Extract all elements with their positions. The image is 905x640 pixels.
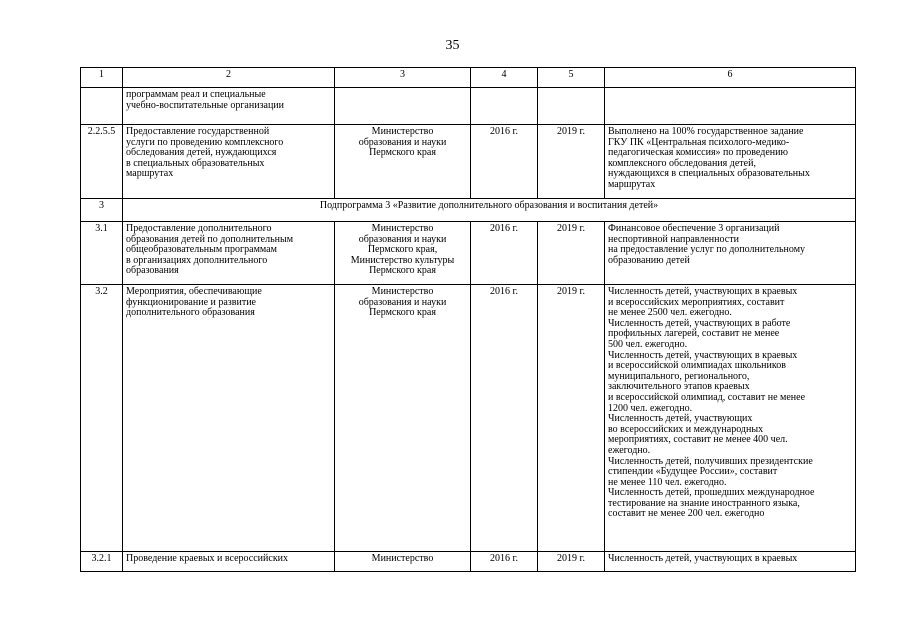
cell-num: 3.1 — [81, 222, 123, 285]
cell-num: 3.2.1 — [81, 552, 123, 572]
header-cell-6: 6 — [605, 68, 856, 88]
header-cell-4: 4 — [471, 68, 538, 88]
cell-result: Финансовое обеспечение 3 организаций неспортивной направленности на предоставление услуг по дополнительному образованию детей — [605, 222, 856, 285]
program-activities-table — [80, 67, 856, 572]
cell-start: 2016 г. — [471, 125, 538, 199]
cell-start: 2016 г. — [471, 285, 538, 552]
cell-name: Предоставление дополнительного образования детей по дополнительным общеобразовательным программам в организациях дополнительного образования — [123, 222, 335, 285]
cell-start — [471, 88, 538, 125]
cell-result: Численность детей, участвующих в краевых и всероссийских мероприятиях, составит не менее 2500 чел. ежегодно. Численность детей, участвующих в работе профильных лагерей, составит не менее 500 чел. ежегодно. Численность детей, участвующих в краевых и всероссийской олимпиадах школьников муниципального, регионального, заключительного этапов краевых и всероссийской олимпиад, составит не менее 1200 чел. ежегодно. Численность детей, участвующих во всероссийских и международных мероприятиях, составит не менее 400 чел. ежегодно. Численность детей, получивших президентские стипендии «Будущее России», составит не менее 110 чел. ежегодно. Численность детей, прошедших международное тестирование на знание иностранного языка, составит не менее 200 чел. ежегодно — [605, 285, 856, 552]
cell-num: 2.2.5.5 — [81, 125, 123, 199]
cell-num: 3.2 — [81, 285, 123, 552]
cell-executor — [335, 88, 471, 125]
header-cell-2: 2 — [123, 68, 335, 88]
cell-name: программам реал и специальные учебно-воспитательные организации — [123, 88, 335, 125]
header-cell-5: 5 — [538, 68, 605, 88]
cell-result — [605, 88, 856, 125]
cell-name: Проведение краевых и всероссийских — [123, 552, 335, 572]
cell-executor: Министерство образования и науки Пермского края — [335, 125, 471, 199]
cell-result: Выполнено на 100% государственное задание ГКУ ПК «Центральная психолого-медико- педагогическая комиссия» по проведению комплексного обследования детей, нуждающихся в специальных образовательных маршрутах — [605, 125, 856, 199]
page-number: 35 — [445, 38, 460, 53]
cell-num: 3 — [81, 199, 123, 222]
cell-end: 2019 г. — [538, 285, 605, 552]
cell-start: 2016 г. — [471, 222, 538, 285]
cell-executor: Министерство образования и науки Пермского края, Министерство культуры Пермского края — [335, 222, 471, 285]
table-row-subprogram-3 — [81, 199, 856, 222]
cell-executor: Министерство — [335, 552, 471, 572]
cell-name: Предоставление государственной услуги по проведению комплексного обследования детей, нуждающихся в специальных образовательных маршрутах — [123, 125, 335, 199]
header-cell-3: 3 — [335, 68, 471, 88]
subprogram-title: Подпрограмма 3 «Развитие дополнительного образования и воспитания детей» — [123, 199, 856, 222]
header-cell-1: 1 — [81, 68, 123, 88]
cell-end: 2019 г. — [538, 552, 605, 572]
table-row-3-2 — [81, 285, 856, 552]
cell-result: Численность детей, участвующих в краевых — [605, 552, 856, 572]
table-row-3-1 — [81, 222, 856, 285]
cell-start: 2016 г. — [471, 552, 538, 572]
cell-end: 2019 г. — [538, 125, 605, 199]
cell-end — [538, 88, 605, 125]
cell-name: Мероприятия, обеспечивающие функционирование и развитие дополнительного образования — [123, 285, 335, 552]
table-row-2-2-5-5 — [81, 125, 856, 199]
cell-num — [81, 88, 123, 125]
table-header-row — [81, 68, 856, 88]
table-row-continuation — [81, 88, 856, 125]
cell-executor: Министерство образования и науки Пермского края — [335, 285, 471, 552]
table-row-3-2-1 — [81, 552, 856, 572]
cell-end: 2019 г. — [538, 222, 605, 285]
